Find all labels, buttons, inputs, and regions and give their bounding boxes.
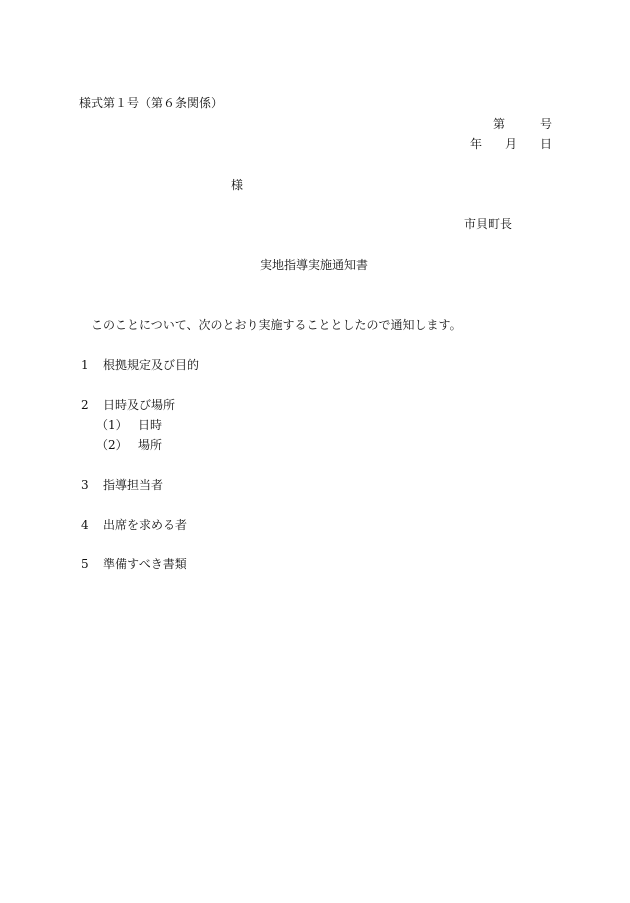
subitem-label: 日時 [138, 418, 163, 432]
item-number: 1 [81, 358, 89, 372]
subitem-number: （1） [96, 418, 128, 432]
item-label: 根拠規定及び目的 [103, 358, 200, 372]
document-title: 実地指導実施通知書 [260, 258, 369, 272]
item-number: 5 [81, 557, 89, 571]
item-label: 指導担当者 [103, 478, 164, 492]
item-number: 3 [81, 478, 89, 492]
list-item [81, 359, 199, 371]
number-suffix: 号 [540, 117, 553, 131]
item-label: 準備すべき書類 [103, 557, 187, 571]
body-text: このことについて、次のとおり実施することとしたので通知します。 [91, 318, 462, 332]
item-number: 2 [81, 398, 89, 412]
list-item [81, 399, 175, 411]
form-label: 様式第１号（第６条関係） [79, 96, 224, 110]
item-label: 日時及び場所 [103, 398, 176, 412]
item-number: 4 [81, 518, 89, 532]
sub-list-item [96, 419, 162, 431]
issuer: 市貝町長 [464, 217, 513, 231]
list-item [81, 519, 187, 531]
date-day: 日 [540, 137, 553, 151]
sub-list-item [96, 439, 162, 451]
item-label: 出席を求める者 [103, 518, 188, 532]
addressee-suffix: 様 [231, 178, 244, 192]
subitem-label: 場所 [138, 438, 163, 452]
number-prefix: 第 [493, 117, 506, 131]
list-item [81, 479, 163, 491]
list-item [81, 558, 187, 570]
date-year: 年 [470, 137, 483, 151]
subitem-number: （2） [96, 438, 128, 452]
date-month: 月 [505, 137, 518, 151]
